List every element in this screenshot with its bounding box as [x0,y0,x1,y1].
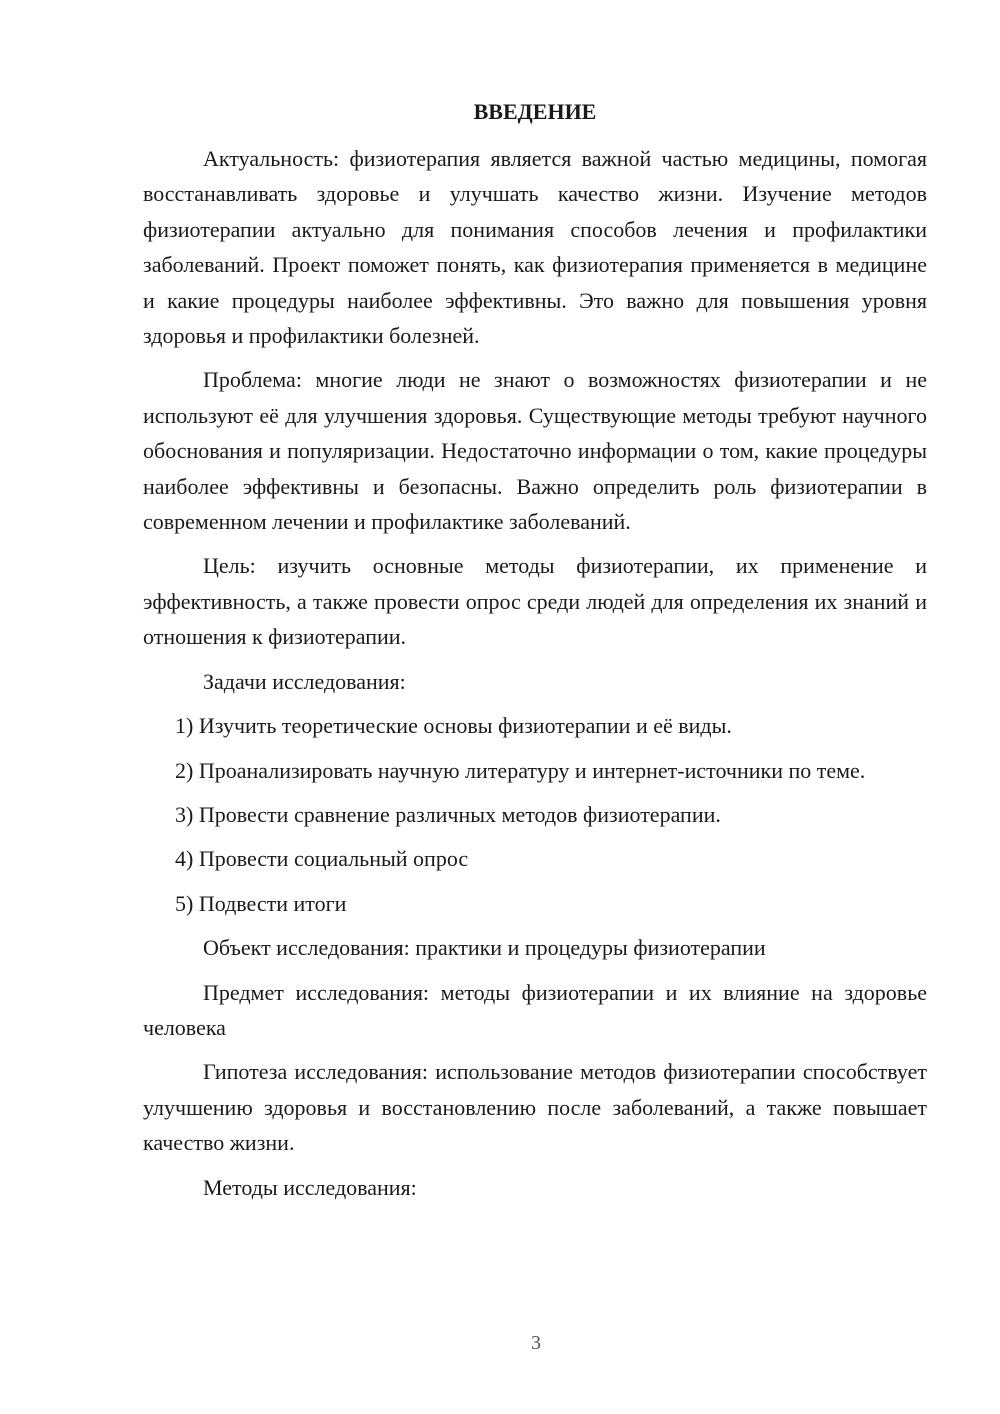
paragraph-tasks-heading: Задачи исследования: [203,668,406,694]
task-item-4: 4) Провести социальный опрос [175,846,469,872]
paragraph-problem: Проблема: многие люди не знают о возможностях физиотерапии и не используют её для улучшения здоровья. Существующие методы требуют научного обоснования и популяризации. Недостаточно информации о том, какие процедуры наиболее эффективны и безопасны. Важно определить роль физиотерапии в современном лечении и профилактике заболеваний. [143,367,927,535]
paragraph-goal: Цель: изучить основные методы физиотерапии, их применение и эффективность, а также провести опрос среди людей для определения их знаний и отношения к физиотерапии. [143,553,927,650]
paragraph-methods: Методы исследования: [203,1174,417,1200]
section-title: ВВЕДЕНИЕ [473,99,597,124]
paragraph-hypothesis: Гипотеза исследования: использование методов физиотерапии способствует улучшению здоровья и восстановлению после заболеваний, а также повышает качество жизни. [143,1059,927,1156]
task-item-2: 2) Проанализировать научную литературу и интернет-источники по теме. [175,757,866,783]
page-number: 3 [531,1332,541,1354]
document-body [143,94,927,1214]
paragraph-relevance: Актуальность: физиотерапия является важной частью медицины, помогая восстанавливать здоровье и улучшать качество жизни. Изучение методов физиотерапии актуально для понимания способов лечения и профилактики заболеваний. Проект поможет понять, как физиотерапия применяется в медицине и какие процедуры наиболее эффективны. Это важно для повышения уровня здоровья и профилактики болезней. [143,146,927,349]
paragraph-object: Объект исследования: практики и процедуры физиотерапии [203,935,766,961]
task-item-5: 5) Подвести итоги [175,890,347,916]
task-item-3: 3) Провести сравнение различных методов физиотерапии. [175,801,721,827]
paragraph-subject: Предмет исследования: методы физиотерапии и их влияние на здоровье человека [143,979,927,1040]
task-item-1: 1) Изучить теоретические основы физиотерапии и её виды. [175,713,732,739]
